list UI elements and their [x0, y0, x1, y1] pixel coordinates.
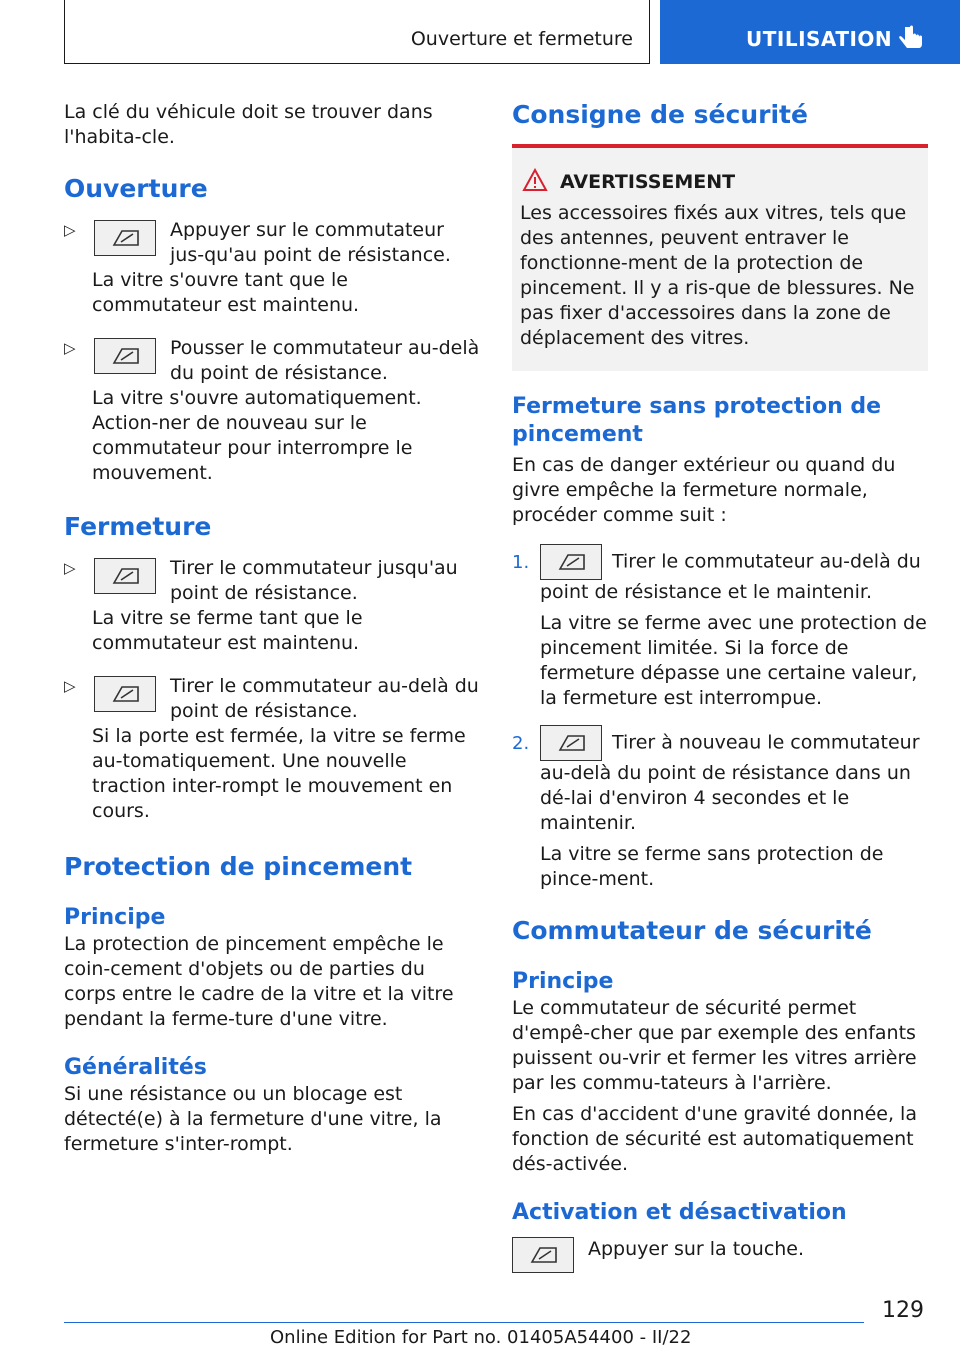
hand-pointer-icon [896, 24, 926, 54]
heading-principe-right: Principe [512, 969, 614, 994]
bullet-triangle-icon: ▷ [64, 559, 76, 577]
heading-fermeture-sans: Fermeture sans protection de pincement [512, 394, 882, 447]
footer-edition: Online Edition for Part no. 01405A54400 - II/22 [270, 1327, 692, 1348]
heading-principe: Principe [64, 905, 166, 930]
list-item [64, 218, 480, 268]
bullet-triangle-icon: ▷ [64, 339, 76, 357]
heading-generalites: Généralités [64, 1055, 207, 1080]
list-item [512, 544, 928, 711]
warning-text: Les accessoires fixés aux vitres, tels que des antennes, peuvent entraver le fonctionne-ment de la protection de pincement. Il y a ris-que de blessures. Ne pas fixer d'accessoires dans la zone de déplacement des vitres. [520, 202, 915, 349]
bullet-action: Appuyer sur le commutateur jus-qu'au point de résistance. [170, 219, 451, 266]
header-section-box [64, 0, 650, 64]
step-result: La vitre se ferme avec une protection de pincement limitée. Si la force de fermeture dépasse une certaine valeur, la fermeture est interrompue. [540, 612, 927, 709]
right-column [512, 100, 928, 1277]
step-action: Tirer à nouveau le commutateur au-delà du point de résistance dans un dé-lai d'environ 4 secondes et le maintenir. [540, 731, 920, 834]
bullet-triangle-icon: ▷ [64, 221, 76, 239]
window-switch-icon [94, 220, 156, 256]
list-item [64, 336, 480, 386]
activation-item [512, 1237, 928, 1277]
bullet-result: La vitre se ferme tant que le commutateur est maintenu. [92, 607, 363, 654]
heading-fermeture: Fermeture [64, 512, 212, 541]
bullet-result: La vitre s'ouvre automatiquement. Action-ner de nouveau sur le commutateur pour interrompre le mouvement. [92, 387, 422, 484]
window-switch-icon [512, 1237, 574, 1273]
heading-consigne: Consigne de sécurité [512, 100, 808, 129]
window-switch-icon [94, 338, 156, 374]
warning-box [512, 144, 928, 371]
step-result: La vitre se ferme sans protection de pince-ment. [540, 843, 884, 890]
list-item [512, 725, 928, 892]
principe-text-1: Le commutateur de sécurité permet d'empê-cher que par exemple des enfants puissent ou-vrir et fermer les vitres arrière par les commu-tateurs à l'arrière. [512, 997, 917, 1094]
chapter-tab [660, 0, 960, 64]
bullet-triangle-icon: ▷ [64, 677, 76, 695]
window-switch-icon [94, 676, 156, 712]
page-number: 129 [882, 1298, 924, 1323]
heading-ouverture: Ouverture [64, 174, 208, 203]
bullet-action: Pousser le commutateur au-delà du point de résistance. [170, 337, 480, 384]
step-action: Tirer le commutateur au-delà du point de résistance et le maintenir. [540, 550, 921, 603]
bullet-action: Tirer le commutateur jusqu'au point de résistance. [170, 557, 458, 604]
intro-text: La clé du véhicule doit se trouver dans l'habita-cle. [64, 101, 433, 148]
principe-text: La protection de pincement empêche le coin-cement d'objets ou de parties du corps entre le cadre de la vitre et la vitre pendant la ferme-ture d'une vitre. [64, 933, 454, 1030]
warning-label: AVERTISSEMENT [560, 170, 920, 195]
bullet-result: La vitre s'ouvre tant que le commutateur est maintenu. [92, 269, 360, 316]
section-title: Ouverture et fermeture [410, 28, 633, 50]
list-item [64, 674, 480, 724]
principe-text-2: En cas d'accident d'une gravité donnée, la fonction de sécurité est automatiquement dés-activée. [512, 1103, 917, 1175]
bullet-action: Tirer le commutateur au-delà du point de résistance. [170, 675, 479, 722]
chapter-label: UTILISATION [746, 27, 893, 51]
heading-commutateur: Commutateur de sécurité [512, 916, 872, 945]
fermeture-sans-intro: En cas de danger extérieur ou quand du givre empêche la fermeture normale, procéder comme suit : [512, 454, 896, 526]
window-switch-icon [540, 544, 602, 580]
window-switch-icon [94, 558, 156, 594]
footer-divider [64, 1322, 864, 1323]
warning-triangle-icon [522, 168, 548, 192]
step-number: 1. [512, 552, 530, 573]
step-number: 2. [512, 733, 530, 754]
bullet-result: Si la porte est fermée, la vitre se ferme au-tomatiquement. Une nouvelle traction inter-rompt le mouvement en cours. [92, 725, 466, 822]
window-switch-icon [540, 725, 602, 761]
heading-activation: Activation et désactivation [512, 1200, 847, 1225]
list-item [64, 556, 480, 606]
activation-text: Appuyer sur la touche. [588, 1238, 805, 1260]
left-column [64, 100, 480, 1157]
generalites-text: Si une résistance ou un blocage est détecté(e) à la fermeture d'une vitre, la fermeture s'inter-rompt. [64, 1083, 442, 1155]
heading-protection: Protection de pincement [64, 852, 413, 881]
